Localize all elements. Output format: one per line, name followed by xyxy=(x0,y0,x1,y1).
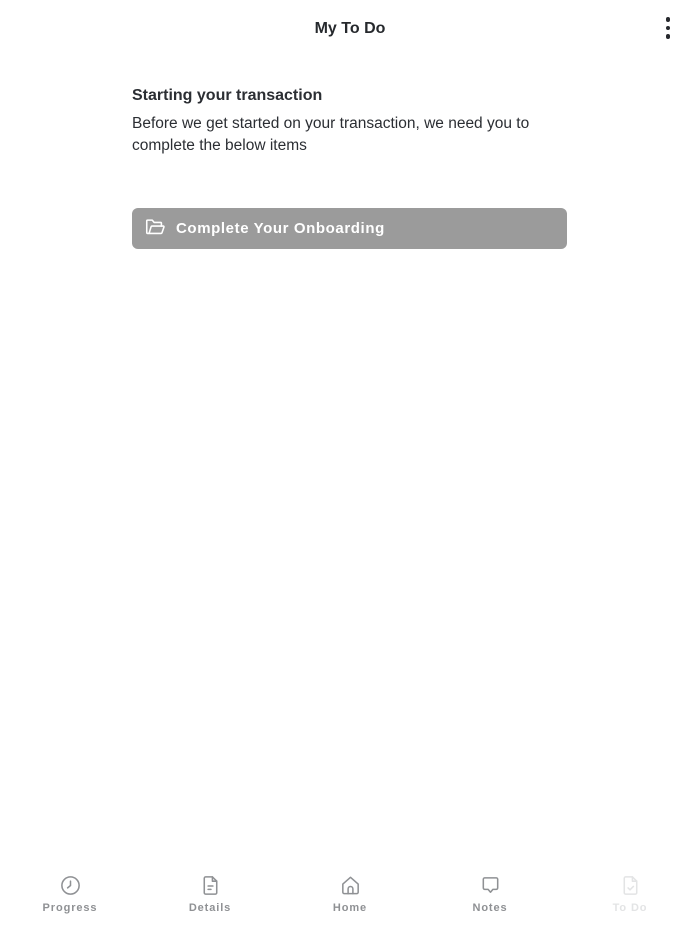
tab-label: To Do xyxy=(612,902,648,914)
tab-progress[interactable] xyxy=(0,860,140,934)
tab-home[interactable] xyxy=(280,860,420,934)
document-icon xyxy=(199,874,222,897)
notes-bubble-icon xyxy=(479,874,502,897)
todo-check-document-icon xyxy=(619,874,642,897)
tab-label: Home xyxy=(332,902,368,914)
kebab-menu-icon[interactable] xyxy=(654,14,682,42)
bottom-tab-bar xyxy=(0,860,700,934)
kebab-dot xyxy=(666,34,671,39)
kebab-dot xyxy=(666,26,671,31)
tab-label: Progress xyxy=(42,902,98,914)
tab-details[interactable] xyxy=(140,860,280,934)
page-title: My To Do xyxy=(314,20,386,37)
folder-open-icon xyxy=(144,216,166,241)
tab-notes[interactable] xyxy=(420,860,560,934)
tab-todo[interactable] xyxy=(560,860,700,934)
home-icon xyxy=(339,874,362,897)
kebab-dot xyxy=(666,17,671,22)
complete-onboarding-button[interactable] xyxy=(132,208,567,249)
section-description: Before we get started on your transaction, we need you to complete the below items xyxy=(132,115,530,154)
main-content xyxy=(132,56,568,249)
tab-label: Details xyxy=(188,902,232,914)
tab-label: Notes xyxy=(472,902,508,914)
clock-icon xyxy=(59,874,82,897)
section-heading: Starting your transaction xyxy=(132,87,323,104)
complete-onboarding-label: Complete Your Onboarding xyxy=(176,220,385,237)
header xyxy=(0,0,700,56)
